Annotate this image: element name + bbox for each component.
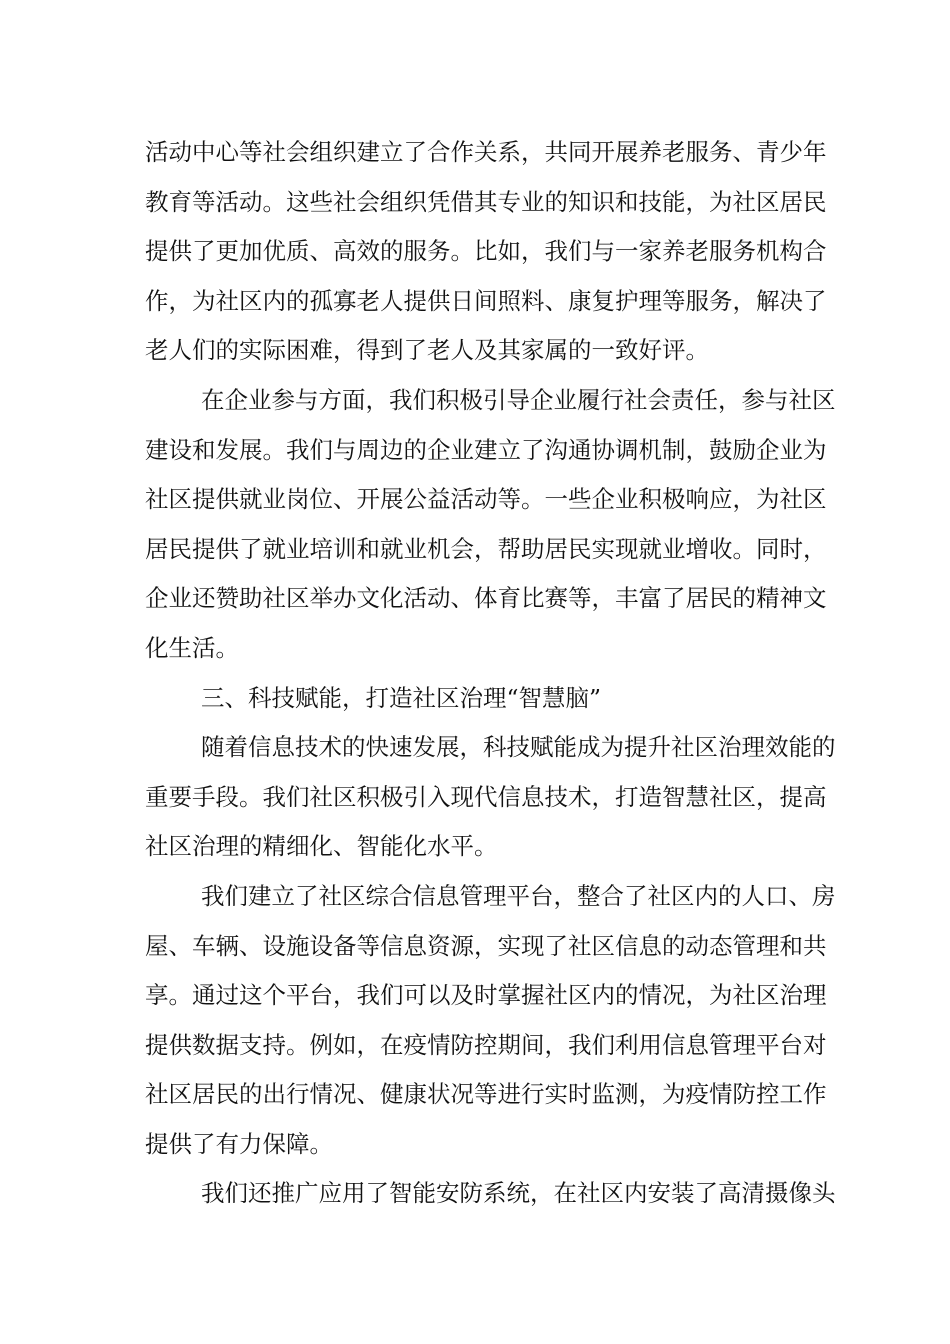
text-line: 化生活。: [145, 633, 239, 662]
text-line: 社区提供就业岗位、开展公益活动等。一些企业积极响应，为社区: [145, 485, 827, 514]
paragraph-first-line: 我们建立了社区综合信息管理平台，整合了社区内的人口、房: [201, 881, 836, 910]
paragraph-first-line: 随着信息技术的快速发展，科技赋能成为提升社区治理效能的: [201, 733, 836, 762]
text-line: 提供了更加优质、高效的服务。比如，我们与一家养老服务机构合: [145, 237, 827, 266]
paragraph-first-line: 我们还推广应用了智能安防系统，在社区内安装了高清摄像头: [201, 1179, 836, 1208]
text-line: 社区居民的出行情况、健康状况等进行实时监测，为疫情防控工作: [145, 1080, 827, 1109]
text-line: 社区治理的精细化、智能化水平。: [145, 832, 498, 861]
section-heading: 三、科技赋能，打造社区治理“智慧脑”: [201, 683, 602, 712]
text-line: 屋、车辆、设施设备等信息资源，实现了社区信息的动态管理和共: [145, 931, 827, 960]
text-line: 居民提供了就业培训和就业机会，帮助居民实现就业增收。同时，: [145, 534, 827, 563]
text-line: 重要手段。我们社区积极引入现代信息技术，打造智慧社区，提高: [145, 782, 827, 811]
text-line: 提供数据支持。例如，在疫情防控期间，我们利用信息管理平台对: [145, 1030, 827, 1059]
text-line: 享。通过这个平台，我们可以及时掌握社区内的情况，为社区治理: [145, 981, 827, 1010]
text-line: 活动中心等社会组织建立了合作关系，共同开展养老服务、青少年: [145, 138, 827, 166]
text-line: 企业还赞助社区举办文化活动、体育比赛等，丰富了居民的精神文: [145, 584, 827, 613]
text-line: 老人们的实际困难，得到了老人及其家属的一致好评。: [145, 336, 709, 365]
text-line: 提供了有力保障。: [145, 1129, 333, 1158]
paragraph-first-line: 在企业参与方面，我们积极引导企业履行社会责任，参与社区: [201, 385, 836, 414]
text-line: 建设和发展。我们与周边的企业建立了沟通协调机制，鼓励企业为: [145, 435, 827, 464]
text-line: 作，为社区内的孤寡老人提供日间照料、康复护理等服务，解决了: [145, 286, 827, 315]
document-body: [145, 128, 836, 1219]
text-line: 教育等活动。这些社会组织凭借其专业的知识和技能，为社区居民: [145, 187, 827, 216]
